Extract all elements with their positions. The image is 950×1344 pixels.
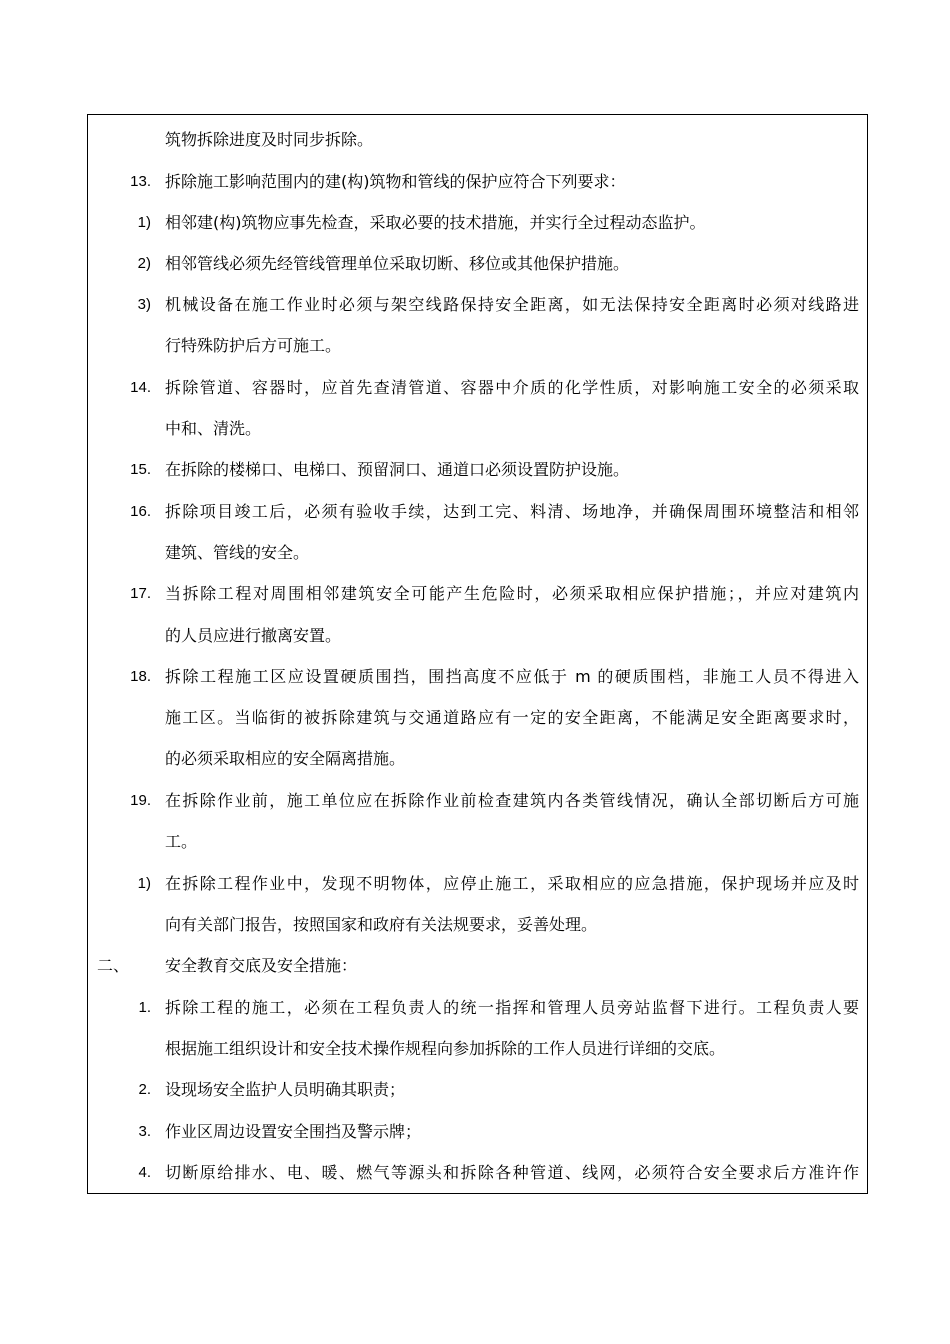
document-line [88,786,867,816]
list-text: 行特殊防护后方可施工。 [165,336,342,355]
document-line [88,579,867,609]
list-text: 设现场安全监护人员明确其职责； [165,1080,406,1099]
list-text: 拆除项目竣工后，必须有验收手续，达到工完、料清、场地净，并确保周围环境整洁和相邻 [165,502,859,521]
list-text: 工。 [165,832,198,851]
list-text: 作业区周边设置安全围挡及警示牌； [165,1122,422,1141]
list-number: 3) [137,296,151,313]
list-text: 当拆除工程对周围相邻建筑安全可能产生危险时，必须采取相应保护措施；，并应对建筑内 [165,584,859,603]
document-line [88,497,867,527]
list-text: 筑物拆除进度及时同步拆除。 [165,130,374,149]
document-line [88,1117,867,1147]
list-text: 相邻建(构)筑物应事先检查，采取必要的技术措施，并实行全过程动态监护。 [165,213,706,232]
document-line [88,910,867,940]
list-text: 根据施工组织设计和安全技术操作规程向参加拆除的工作人员进行详细的交底。 [165,1039,726,1058]
list-text: 拆除管道、容器时，应首先查清管道、容器中介质的化学性质，对影响施工安全的必须采取 [165,378,859,397]
document-line [88,538,867,568]
document-line [88,869,867,899]
document-line [88,621,867,651]
list-text: 的必须采取相应的安全隔离措施。 [165,749,406,768]
list-number: 2. [138,1081,151,1098]
document-line [88,414,867,444]
list-text: 向有关部门报告，按照国家和政府有关法规要求，妥善处理。 [165,915,598,934]
document-line [88,373,867,403]
list-text: 中和、清洗。 [165,419,262,438]
document-line [88,993,867,1023]
document-line [88,1158,867,1188]
list-text: 拆除工程施工区应设置硬质围挡，围挡高度不应低于 m 的硬质围档，非施工人员不得进入 [165,667,859,686]
list-number: 19. [130,792,151,809]
document-line [88,827,867,857]
list-text: 建筑、管线的安全。 [165,543,310,562]
document-line [88,331,867,361]
list-text: 在拆除作业前，施工单位应在拆除作业前检查建筑内各类管线情况，确认全部切断后方可施 [165,791,859,810]
list-number: 4. [138,1164,151,1181]
list-number: 17. [130,585,151,602]
document-line [88,703,867,733]
document-line [88,1075,867,1105]
document-line [88,951,867,981]
document-line [88,290,867,320]
list-number: 1) [137,214,151,231]
list-number: 二、 [97,956,130,975]
document-line [88,249,867,279]
document-line [88,208,867,238]
document-frame [87,114,868,1194]
list-number: 1. [138,999,151,1016]
list-text: 的人员应进行撤离安置。 [165,626,342,645]
document-line [88,662,867,692]
list-text: 拆除工程的施工，必须在工程负责人的统一指挥和管理人员旁站监督下进行。工程负责人要 [165,998,859,1017]
document-line [88,167,867,197]
list-text: 切断原给排水、电、暖、燃气等源头和拆除各种管道、线网，必须符合安全要求后方准许作 [165,1163,859,1182]
list-text: 在拆除工程作业中，发现不明物体，应停止施工，采取相应的应急措施，保护现场并应及时 [165,874,859,893]
document-line [88,1034,867,1064]
document-line [88,125,867,155]
list-text: 施工区。当临街的被拆除建筑与交通道路应有一定的安全距离，不能满足安全距离要求时， [165,708,859,727]
list-number: 3. [138,1123,151,1140]
list-text: 拆除施工影响范围内的建(构)筑物和管线的保护应符合下列要求： [165,172,626,191]
list-number: 14. [130,379,151,396]
list-number: 13. [130,173,151,190]
document-line [88,455,867,485]
list-number: 15. [130,461,151,478]
list-text: 机械设备在施工作业时必须与架空线路保持安全距离，如无法保持安全距离时必须对线路进 [165,295,859,314]
list-text: 安全教育交底及安全措施： [165,956,358,975]
list-number: 1) [137,875,151,892]
list-number: 16. [130,503,151,520]
list-number: 18. [130,668,151,685]
list-text: 在拆除的楼梯口、电梯口、预留洞口、通道口必须设置防护设施。 [165,460,630,479]
list-text: 相邻管线必须先经管线管理单位采取切断、移位或其他保护措施。 [165,254,630,273]
list-number: 2) [137,255,151,272]
document-line [88,744,867,774]
